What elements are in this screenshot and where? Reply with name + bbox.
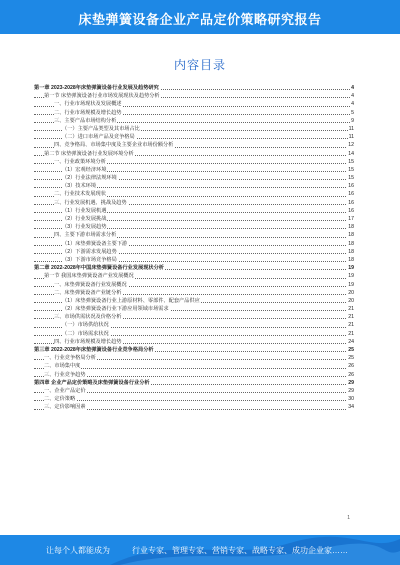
report-title: 床垫弹簧设备企业产品定价策略研究报告 (78, 12, 322, 27)
toc-entry-label: 一、行业竞争格局分析 (44, 355, 96, 362)
toc-entry[interactable] (34, 158, 354, 166)
toc-entry-label: 第三章 2022-2028年床垫弹簧设备行业竞争格局分析 (34, 347, 154, 353)
toc-entry-page: 26 (348, 363, 354, 370)
toc-entry-page: 18 (348, 256, 354, 263)
toc-entry-label: 第一节 我国床垫弹簧设备产业发展概况 (44, 273, 134, 280)
toc-entry-page: 24 (348, 338, 354, 345)
toc-entry-label: （3）技术环境 (62, 183, 97, 190)
toc-entry-label: 三、行业发展机遇、挑战及趋势 (54, 199, 127, 206)
toc-entry[interactable] (34, 150, 354, 158)
toc-entry[interactable] (34, 330, 354, 338)
toc-entry[interactable] (34, 174, 354, 182)
toc-entry-label: 三、定价影响因素 (44, 404, 86, 411)
toc-entry[interactable] (34, 100, 354, 108)
toc-entry-page: 19 (348, 265, 354, 272)
toc-entry[interactable] (34, 264, 354, 272)
toc-entry-page: 11 (348, 134, 354, 141)
toc-entry-label: （2）床垫弹簧设备行业下游应用领域市场需求 (62, 306, 169, 313)
toc-entry[interactable] (34, 305, 354, 313)
toc-entry[interactable] (34, 313, 354, 321)
toc-entry-page: 17 (348, 216, 354, 222)
toc-entry-label: 一、床垫弹簧设备行业发展概况 (54, 281, 127, 288)
toc-entry[interactable] (34, 371, 354, 379)
table-of-contents (34, 84, 354, 412)
toc-entry-label: （二）进口市场产品及竞争格局 (62, 134, 135, 141)
toc-entry-page: 19 (348, 273, 354, 280)
toc-entry-label: 二、市场集中度 (44, 363, 81, 370)
toc-entry[interactable] (34, 248, 354, 256)
toc-entry-label: 三、主要产品市场结构分析 (54, 117, 117, 124)
toc-entry-label: 第一节 床垫弹簧设备行业市场发展现状及趋势分析 (44, 93, 160, 100)
toc-entry-page: 12 (348, 142, 354, 149)
report-header (0, 0, 400, 34)
toc-entry-page: 16 (348, 183, 354, 190)
toc-entry-page: 18 (348, 248, 354, 255)
toc-entry-label: 一、企业产品定价 (44, 387, 86, 394)
toc-entry[interactable] (34, 395, 354, 403)
toc-entry-page: 30 (348, 396, 354, 403)
toc-entry-label: （二）市场需求状况 (62, 330, 109, 337)
toc-entry-label: （1）行业发展机遇 (62, 207, 107, 214)
toc-entry-label: 三、行业竞争趋势 (44, 371, 86, 378)
toc-entry-page: 4 (351, 101, 354, 108)
toc-entry-page: 29 (348, 379, 354, 386)
toc-entry-page: 5 (351, 109, 354, 116)
page-number: 1 (347, 515, 350, 521)
toc-entry-label: 一、行业市场现状及发展概述 (54, 101, 122, 108)
toc-entry-page: 25 (348, 347, 354, 353)
toc-entry[interactable] (34, 297, 354, 305)
footer-slogan-left: 让每个人都能成为 (46, 546, 110, 555)
toc-entry[interactable] (34, 207, 354, 215)
toc-entry-page: 20 (348, 297, 354, 304)
toc-heading: 内容目录 (173, 58, 226, 72)
toc-entry-page: 15 (348, 175, 354, 182)
toc-entry-label: 第二章 2022-2028年中国床垫弹簧设备行业发展现状分析 (34, 265, 164, 272)
toc-entry-label: 二、行业市场规模及增长趋势 (54, 109, 122, 116)
toc-entry-label: 第四章 企业产品定价策略及床垫弹簧设备行业分析 (34, 379, 150, 386)
toc-entry-label: （1）床垫弹簧设备主要下游 (62, 240, 128, 247)
toc-entry-page: 20 (348, 289, 354, 296)
toc-entry[interactable] (34, 166, 354, 174)
toc-entry-label: 二、行业技术发展现状 (54, 191, 106, 198)
toc-entry-label: （1）宏观经济环境 (62, 166, 107, 173)
toc-entry-label: 二、床垫弹簧设备产业链分析 (54, 289, 122, 296)
toc-entry-page: 16 (348, 199, 354, 206)
toc-entry-page: 18 (348, 240, 354, 247)
toc-entry-page: 18 (348, 232, 354, 239)
toc-entry-page: 29 (348, 387, 354, 394)
toc-entry-label: 四、竞争格局、市场集中度及主要企业市场份额分析 (54, 142, 174, 149)
report-footer (0, 535, 400, 565)
toc-entry-label: （1）床垫弹簧设备行业上游原材料、零部件、配套产品供应 (62, 297, 200, 304)
toc-entry[interactable] (34, 321, 354, 329)
toc-entry[interactable] (34, 190, 354, 198)
toc-entry-label: （3）行业发展趋势 (62, 224, 107, 231)
toc-entry[interactable] (34, 362, 354, 370)
toc-entry-page: 25 (348, 355, 354, 362)
toc-entry-page: 21 (348, 306, 354, 313)
toc-entry[interactable] (34, 109, 354, 117)
toc-entry-page: 18 (348, 224, 354, 231)
toc-entry-page: 34 (348, 404, 354, 411)
toc-entry[interactable] (34, 84, 354, 92)
toc-entry-page: 4 (351, 85, 354, 91)
toc-entry[interactable] (34, 199, 354, 207)
toc-entry[interactable] (34, 223, 354, 231)
toc-entry[interactable] (34, 346, 354, 354)
toc-entry[interactable] (34, 256, 354, 264)
toc-entry[interactable] (34, 403, 354, 411)
toc-entry[interactable] (34, 231, 354, 239)
toc-entry-page: 14 (348, 150, 354, 157)
toc-entry-page: 26 (348, 371, 354, 378)
toc-entry[interactable] (34, 354, 354, 362)
toc-entry[interactable] (34, 117, 354, 125)
toc-entry[interactable] (34, 272, 354, 280)
toc-entry-page: 15 (348, 166, 354, 173)
toc-entry-label: （2）下游需求发展趋势 (62, 248, 117, 255)
toc-entry-page: 16 (348, 207, 354, 214)
toc-entry-label: （一）主要产品类型及其市场占比 (62, 125, 140, 132)
toc-entry[interactable] (34, 182, 354, 190)
toc-entry[interactable] (34, 387, 354, 395)
toc-entry-page: 11 (348, 125, 354, 132)
toc-entry-label: 二、定价策略 (44, 396, 76, 403)
toc-entry-page: 21 (348, 322, 354, 329)
toc-entry-page: 16 (348, 191, 354, 198)
toc-entry-label: 四、主要下游市场需求分析 (54, 232, 117, 239)
toc-entry-label: 第二节 床垫弹簧设备行业发展环境分析 (44, 150, 134, 157)
toc-entry-page: 15 (348, 158, 354, 165)
toc-entry-page: 4 (351, 93, 354, 100)
toc-entry-page: 9 (351, 117, 354, 124)
toc-entry[interactable] (34, 338, 354, 346)
toc-entry-label: 一、行业政策环境分析 (54, 158, 106, 165)
toc-entry[interactable] (34, 125, 354, 133)
toc-entry-label: （2）行业发展挑战 (62, 216, 107, 222)
toc-entry[interactable] (34, 240, 354, 248)
toc-entry[interactable] (34, 141, 354, 149)
toc-entry[interactable] (34, 289, 354, 297)
toc-entry[interactable] (34, 281, 354, 289)
toc-entry[interactable] (34, 215, 354, 223)
toc-entry-page: 21 (348, 330, 354, 337)
toc-entry-label: 三、市场供需状况及价格分析 (54, 314, 122, 321)
footer-slogan-right: 行业专家、管理专家、营销专家、战略专家、成功企业家…… (132, 546, 348, 555)
toc-entry-label: 四、行业市场规模及增长趋势 (54, 338, 122, 345)
toc-entry-label: （3）下游市场竞争格局 (62, 256, 117, 263)
toc-entry[interactable] (34, 379, 354, 387)
toc-entry-page: 19 (348, 281, 354, 288)
toc-entry[interactable] (34, 92, 354, 100)
toc-entry-label: （2）行业法律法规环境 (62, 175, 117, 182)
toc-entry[interactable] (34, 133, 354, 141)
toc-entry-label: 第一章 2023-2028年床垫弹簧设备行业发展及趋势研究 (34, 85, 159, 91)
toc-entry-label: （一）市场供给状况 (62, 322, 109, 329)
toc-entry-page: 21 (348, 314, 354, 321)
